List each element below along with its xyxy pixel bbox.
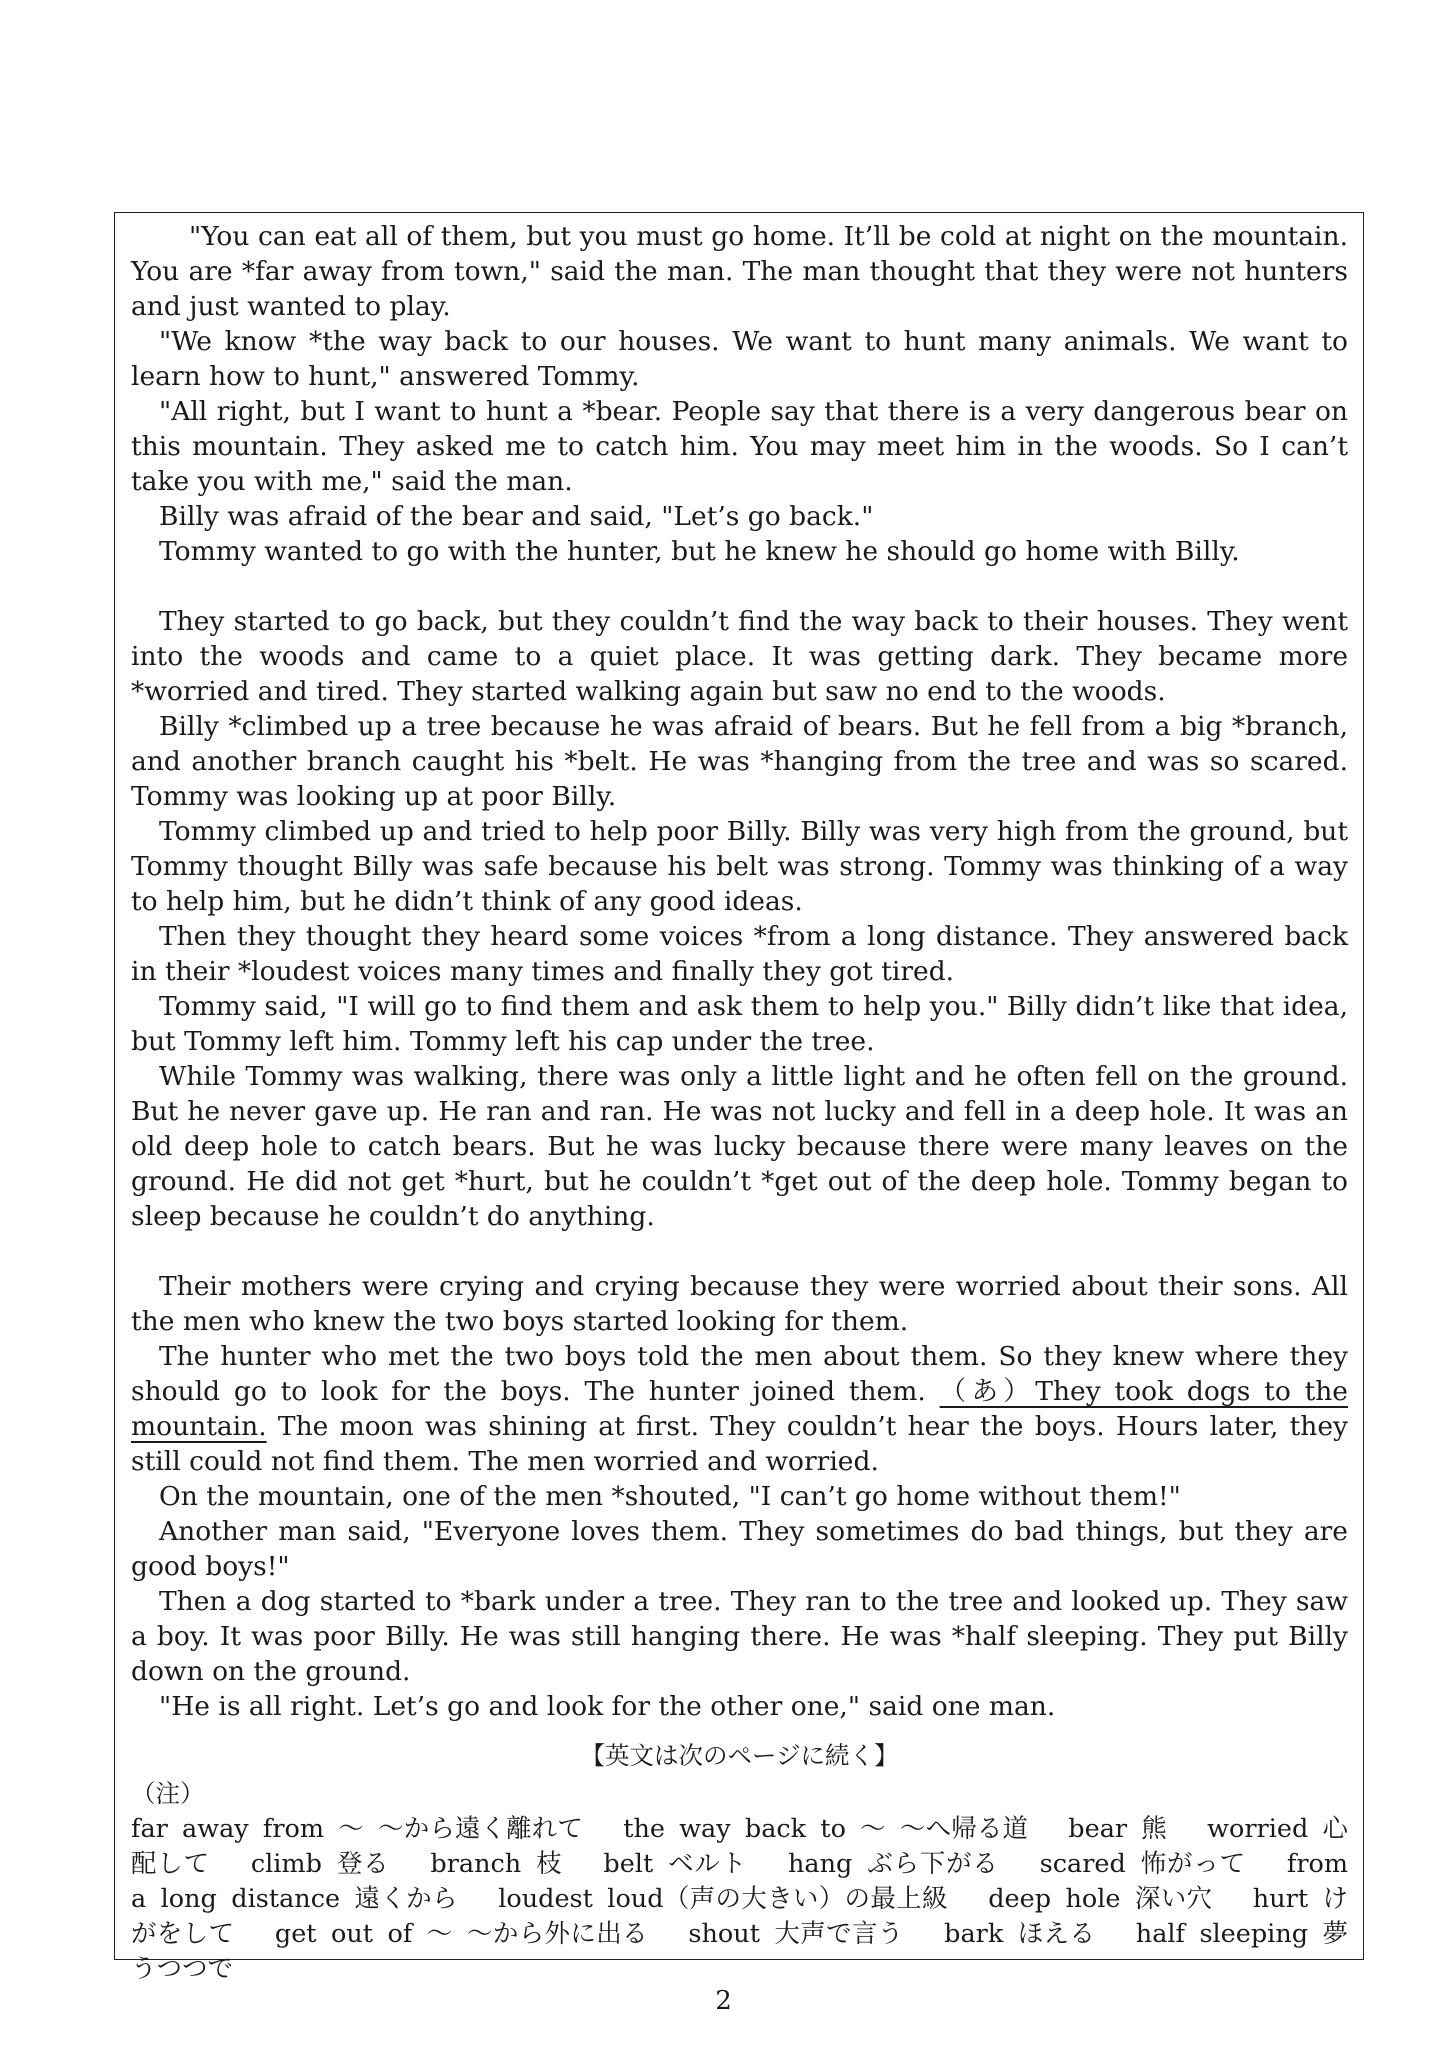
glossary-item: climb 登る: [250, 1849, 390, 1879]
glossary: [131, 1812, 1348, 1987]
glossary-item: worried 心配して: [131, 1814, 1348, 1879]
glossary-item: bark ほえる: [944, 1919, 1096, 1949]
underlined-sentence-a: （あ）They took dogs to the mountain.: [131, 1376, 1348, 1442]
glossary-item: deep hole 深い穴: [988, 1884, 1213, 1914]
paragraph: "We know *the way back to our houses. We want to hunt many animals. We want to learn how to hunt," answered Tommy.: [131, 326, 1348, 392]
glossary-item: shout 大声で言う: [688, 1919, 904, 1949]
glossary-item: scared 怖がって: [1039, 1849, 1246, 1879]
glossary-item: branch 枝: [430, 1849, 563, 1879]
glossary-item: the way back to ～ ～へ帰る道: [623, 1814, 1029, 1844]
section-gap: [131, 569, 1348, 604]
paragraph: Then a dog started to *bark under a tree. They ran to the tree and looked up. They saw a boy. It was poor Billy. He was still hanging there. He was *half sleeping. They put Billy down on the ground.: [131, 1586, 1348, 1687]
paragraph: While Tommy was walking, there was only a little light and he often fell on the ground. But he never gave up. He ran and ran. He was not lucky and fell in a deep hole. It was an old deep hole to catch bears. But he was lucky because there were many leaves on the ground. He did not get *hurt, but he couldn’t *get out of the deep hole. Tommy began to sleep because he couldn’t do anything.: [131, 1061, 1348, 1232]
paragraph: On the mountain, one of the men *shouted, "I can’t go home without them!": [159, 1481, 1181, 1512]
glossary-item: bear 熊: [1068, 1814, 1167, 1844]
paragraph: Tommy wanted to go with the hunter, but he knew he should go home with Billy.: [159, 536, 1240, 567]
paragraph: Tommy climbed up and tried to help poor Billy. Billy was very high from the ground, but Tommy thought Billy was safe because his belt was strong. Tommy was thinking of a way to help him, but he didn’t think of any good ideas.: [131, 816, 1348, 917]
glossary-item: get out of ～ ～から外に出る: [274, 1919, 648, 1949]
paragraph: Billy was afraid of the bear and said, "Let’s go back.": [159, 501, 874, 532]
paragraph: Another man said, "Everyone loves them. They sometimes do bad things, but they are good boys!": [131, 1516, 1348, 1582]
paragraph-text: The hunter who met the two boys told the men about them. So they knew where they should go to look for the boys. The hunter joined them.: [131, 1341, 1348, 1407]
paragraph-text: The moon was shining at first. They couldn’t hear the boys. Hours later, they still could not find them. The men worried and worried.: [131, 1411, 1348, 1477]
notes-heading: （注）: [131, 1779, 205, 1808]
story-box: [114, 212, 1364, 1984]
page-number: 2: [715, 1986, 732, 2016]
glossary-item: hurt けがをして: [131, 1884, 1348, 1949]
glossary-item: far away from ～ ～から遠く離れて: [131, 1814, 584, 1844]
paragraph: Then they thought they heard some voices *from a long distance. They answered back in their *loudest voices many times and finally they got tired.: [131, 921, 1348, 987]
glossary-item: half sleeping 夢うつつで: [131, 1919, 1349, 1984]
glossary-item: from a long distance 遠くから: [131, 1849, 1349, 1914]
paragraph: "You can eat all of them, but you must go home. It’ll be cold at night on the mountain. You are *far away from town," said the man. The man thought that they were not hunters and just wanted to play.: [131, 221, 1348, 322]
glossary-item: belt ベルト: [603, 1849, 748, 1879]
paragraph: Billy *climbed up a tree because he was afraid of bears. But he fell from a big *branch, and another branch caught his *belt. He was *hanging from the tree and was so scared. Tommy was looking up at poor Billy.: [131, 711, 1348, 812]
glossary-item: hang ぶら下がる: [787, 1849, 999, 1879]
paragraph: Tommy said, "I will go to find them and ask them to help you." Billy didn’t like that idea, but Tommy left him. Tommy left his cap under the tree.: [131, 991, 1348, 1057]
continue-note: 【英文は次のページに続く】: [580, 1741, 899, 1770]
story-text: [131, 219, 1348, 1724]
paragraph: Their mothers were crying and crying because they were worried about their sons. All the men who knew the two boys started looking for them.: [131, 1271, 1348, 1337]
paragraph: "He is all right. Let’s go and look for the other one," said one man.: [159, 1691, 1056, 1722]
glossary-item: loudest loud（声の大きい）の最上級: [498, 1884, 948, 1914]
paragraph: They started to go back, but they couldn’t find the way back to their houses. They went into the woods and came to a quiet place. It was getting dark. They became more *worried and tired. They started walking again but saw no end to the woods.: [131, 606, 1348, 707]
paragraph: "All right, but I want to hunt a *bear. People say that there is a very dangerous bear on this mountain. They asked me to catch him. You may meet him in the woods. So I can’t take you with me," said the man.: [131, 396, 1348, 497]
paragraph-with-underline: [131, 1339, 1348, 1479]
section-gap: [131, 1234, 1348, 1269]
